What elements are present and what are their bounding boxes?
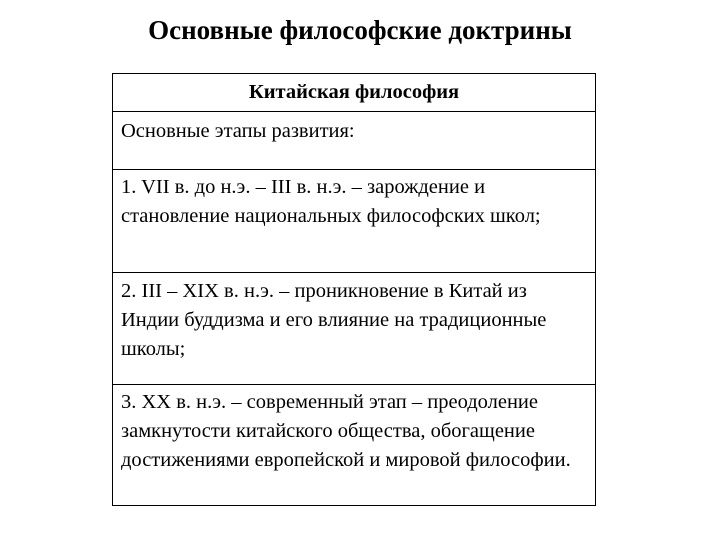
table-row-stage-1: 1. VII в. до н.э. – III в. н.э. – зарождение и становление национальных философских школ; (113, 169, 595, 272)
table-row-stage-2: 2. III – XIX в. н.э. – проникновение в Китай из Индии буддизма и его влияние на традиционные школы; (113, 272, 595, 384)
philosophy-table (112, 73, 596, 506)
page-title: Основные философские доктрины (148, 15, 572, 45)
table-subheader: Основные этапы развития: (113, 111, 595, 169)
table-row-stage-3: 3. XX в. н.э. – современный этап – преодоление замкнутости китайского общества, обогащение достижениями европейской и мировой философии. (113, 384, 595, 505)
table-header: Китайская философия (248, 81, 460, 103)
